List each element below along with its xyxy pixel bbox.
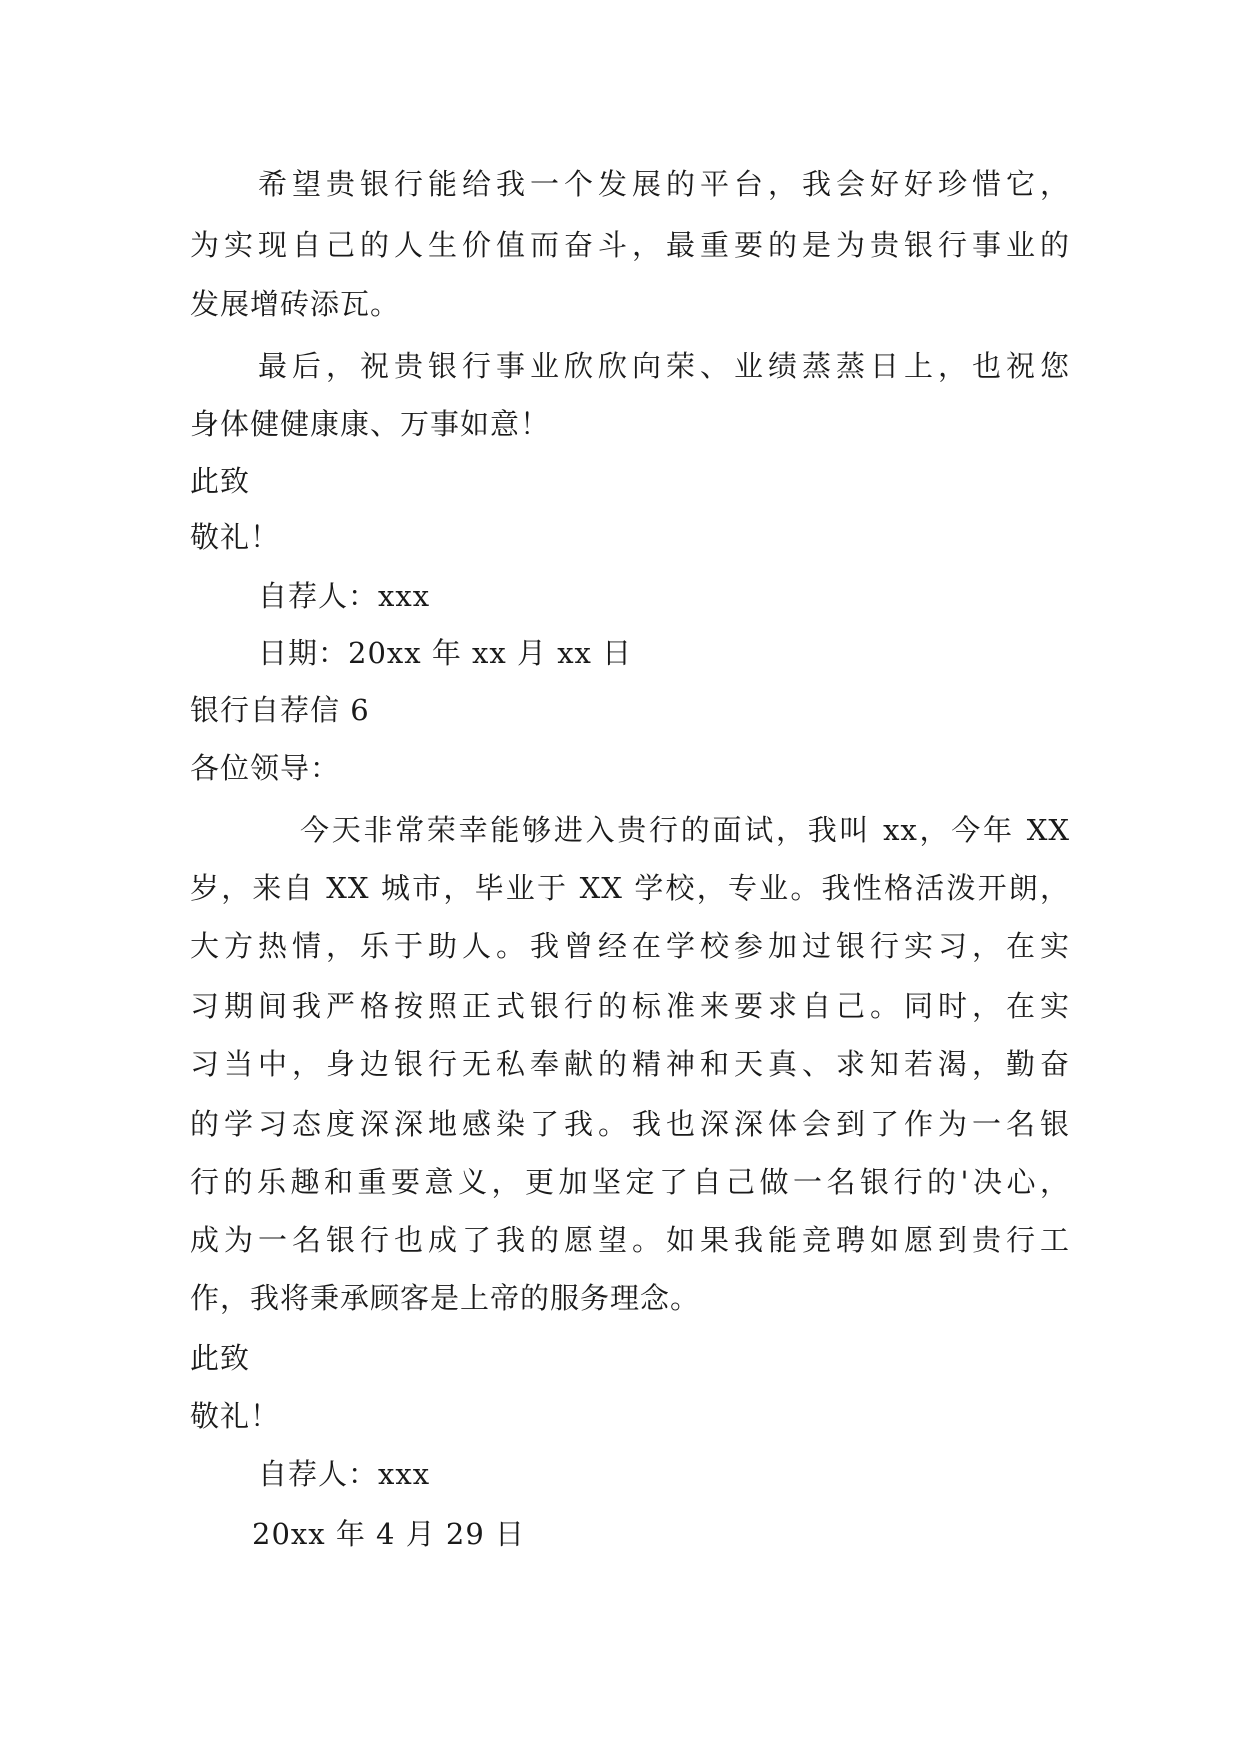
closing-line: 此致 xyxy=(190,464,251,498)
paragraph-line: 希望贵银行能给我一个发展的平台，我会好好珍惜它， xyxy=(258,167,1070,201)
signer-line: 自荐人：xxx xyxy=(258,1457,431,1491)
date-line: 日期：20xx 年 xx 月 xx 日 xyxy=(258,636,633,670)
closing-line: 敬礼！ xyxy=(190,520,281,554)
paragraph-line: 大方热情，乐于助人。我曾经在学校参加过银行实习，在实 xyxy=(190,929,1070,963)
paragraph-line: 行的乐趣和重要意义，更加坚定了自己做一名银行的'决心， xyxy=(190,1165,1070,1199)
paragraph-line: 习期间我严格按照正式银行的标准来要求自己。同时，在实 xyxy=(190,989,1070,1023)
paragraph-line: 作，我将秉承顾客是上帝的服务理念。 xyxy=(190,1281,701,1315)
paragraph-line: 成为一名银行也成了我的愿望。如果我能竞聘如愿到贵行工 xyxy=(190,1223,1070,1257)
paragraph-line: 今天非常荣幸能够进入贵行的面试，我叫 xx，今年 XX xyxy=(300,813,1070,847)
signer-line: 自荐人：xxx xyxy=(258,579,431,613)
closing-line: 此致 xyxy=(190,1341,251,1375)
paragraph-line: 为实现自己的人生价值而奋斗，最重要的是为贵银行事业的 xyxy=(190,228,1070,262)
salutation: 各位领导： xyxy=(190,751,341,785)
paragraph-line: 身体健健康康、万事如意！ xyxy=(190,407,551,441)
letter-title: 银行自荐信 6 xyxy=(190,693,370,727)
paragraph-line: 的学习态度深深地感染了我。我也深深体会到了作为一名银 xyxy=(190,1107,1070,1141)
date-line: 20xx 年 4 月 29 日 xyxy=(252,1517,526,1551)
paragraph-line: 发展增砖添瓦。 xyxy=(190,287,401,321)
paragraph-line: 岁，来自 XX 城市，毕业于 XX 学校，专业。我性格活泼开朗， xyxy=(190,871,1070,905)
paragraph-line: 习当中，身边银行无私奉献的精神和天真、求知若渴，勤奋 xyxy=(190,1047,1070,1081)
paragraph-line: 最后，祝贵银行事业欣欣向荣、业绩蒸蒸日上，也祝您 xyxy=(258,349,1070,383)
closing-line: 敬礼！ xyxy=(190,1399,281,1433)
